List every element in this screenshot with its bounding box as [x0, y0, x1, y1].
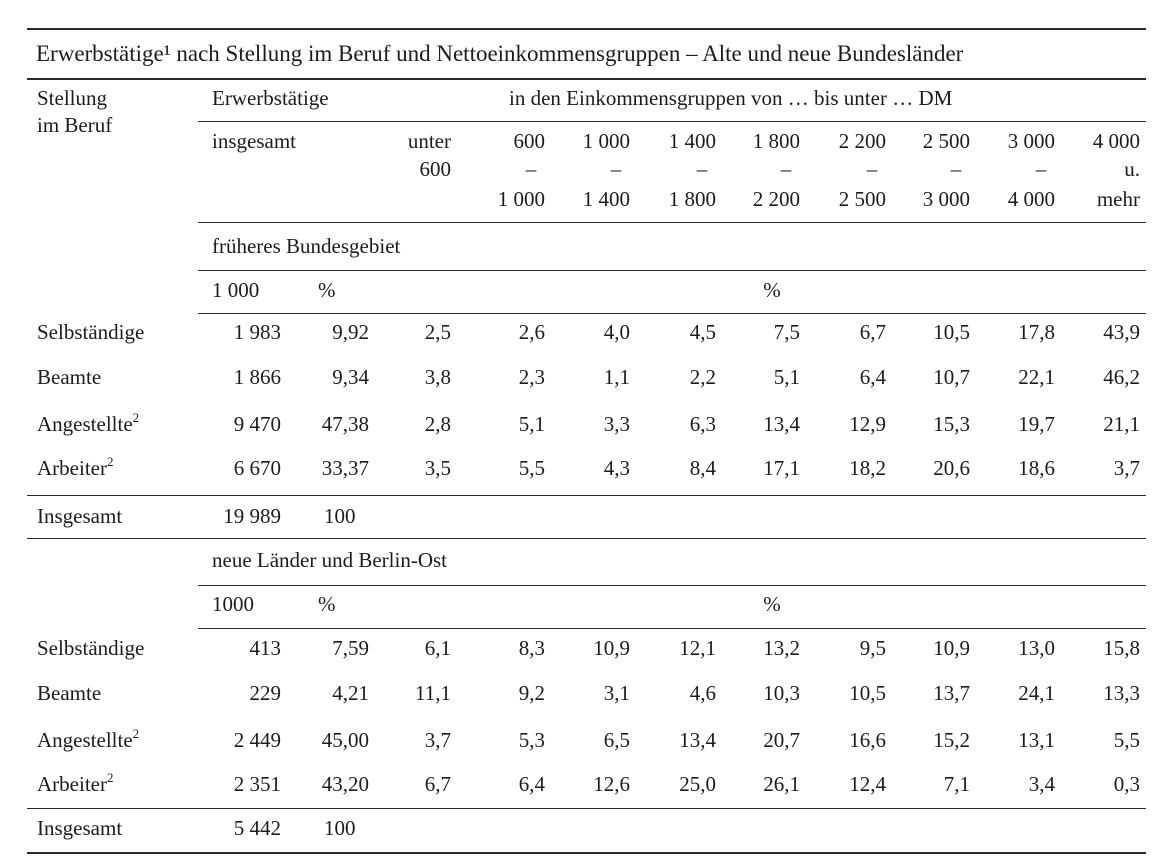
row-abs-value: 2 449 [233, 728, 281, 752]
row-group-value: 19,7 [1018, 412, 1055, 436]
income-group-5-line-2: – [780, 157, 792, 181]
row-group-value: 5,3 [518, 728, 545, 752]
header-erwerbstaetige: Erwerbstätige [212, 86, 329, 110]
row-group-value: 12,1 [679, 636, 716, 660]
row-label-text: Arbeiter [37, 772, 107, 796]
row-group-value: 12,9 [849, 412, 886, 436]
section-1-label: früheres Bundesgebiet [212, 234, 401, 258]
row-group-value: 2,8 [424, 412, 451, 436]
row-abs-value: 1 866 [233, 365, 281, 389]
row-label [37, 726, 140, 752]
total-label: Insgesamt [37, 816, 123, 840]
row-group-value: 2,2 [689, 365, 716, 389]
income-group-2-line-1: 600 [513, 129, 545, 153]
row-group-value: 4,3 [603, 456, 630, 480]
row-label-text: Angestellte [37, 728, 133, 752]
row-group-value: 43,9 [1103, 320, 1140, 344]
row-group-value: 2,6 [518, 320, 545, 344]
income-group-1-line-1: unter [407, 129, 451, 153]
section-1-unit-abs: 1 000 [212, 278, 260, 302]
row-group-value: 13,4 [679, 728, 716, 752]
section-2-unit-pct: % [318, 592, 336, 616]
row-group-value: 4,0 [603, 320, 630, 344]
income-group-6-line-3: 2 500 [838, 187, 886, 211]
row-group-value: 12,6 [593, 772, 630, 796]
income-group-2-line-2: – [525, 157, 537, 181]
row-group-value: 3,3 [603, 412, 630, 436]
row-group-value: 17,1 [763, 456, 800, 480]
footnote-marker: 2 [132, 726, 140, 741]
row-pct-value: 9,34 [332, 365, 369, 389]
row-group-value: 6,5 [603, 728, 630, 752]
row-pct-value: 4,21 [332, 681, 369, 705]
row-group-value: 3,8 [424, 365, 451, 389]
row-abs-value: 6 670 [233, 456, 281, 480]
row-pct-value: 9,92 [332, 320, 369, 344]
row-label-text: Selbständige [37, 636, 145, 660]
row-label [37, 638, 144, 659]
row-group-value: 5,5 [518, 456, 545, 480]
row-group-value: 13,1 [1018, 728, 1055, 752]
row-group-value: 13,3 [1103, 681, 1140, 705]
row-group-value: 3,4 [1028, 772, 1055, 796]
row-group-value: 4,5 [689, 320, 716, 344]
row-group-value: 12,4 [849, 772, 886, 796]
income-group-8-line-2: – [1035, 157, 1047, 181]
income-group-9-line-2: u. [1124, 157, 1140, 181]
section-2-unit-groups: % [763, 592, 781, 616]
total-abs-value: 19 989 [223, 504, 281, 528]
row-group-value: 17,8 [1018, 320, 1055, 344]
row-group-value: 10,7 [933, 365, 970, 389]
row-label [37, 367, 101, 388]
income-group-4-line-3: 1 800 [668, 187, 716, 211]
row-group-value: 5,5 [1113, 728, 1140, 752]
row-group-value: 11,1 [415, 681, 451, 705]
row-group-value: 25,0 [679, 772, 716, 796]
row-group-value: 20,7 [763, 728, 800, 752]
row-group-value: 26,1 [763, 772, 800, 796]
row-group-value: 6,4 [518, 772, 545, 796]
income-group-7-line-2: – [950, 157, 962, 181]
income-group-4-line-2: – [696, 157, 708, 181]
rule-s1-total [27, 495, 1146, 496]
row-group-value: 10,5 [849, 681, 886, 705]
rule-s2-start [27, 538, 1146, 539]
row-group-value: 46,2 [1103, 365, 1140, 389]
row-label-text: Beamte [37, 365, 102, 389]
row-label [37, 410, 140, 436]
row-abs-value: 9 470 [233, 412, 281, 436]
rule-s2-units [198, 628, 1146, 629]
row-group-value: 24,1 [1018, 681, 1055, 705]
income-group-6-line-2: – [866, 157, 878, 181]
rule-below-header-1 [198, 121, 1146, 122]
row-group-value: 9,2 [518, 681, 545, 705]
row-group-value: 5,1 [773, 365, 800, 389]
row-group-value: 10,3 [763, 681, 800, 705]
row-abs-value: 1 983 [233, 320, 281, 344]
row-group-value: 13,2 [763, 636, 800, 660]
row-group-value: 3,1 [603, 681, 630, 705]
row-group-value: 10,9 [933, 636, 970, 660]
row-group-value: 1,1 [603, 365, 630, 389]
income-group-9-line-3: mehr [1096, 187, 1140, 211]
row-abs-value: 229 [249, 681, 281, 705]
header-im-beruf: im Beruf [37, 113, 113, 137]
row-group-value: 13,4 [763, 412, 800, 436]
row-group-value: 18,6 [1018, 456, 1055, 480]
rule-s1-units [198, 313, 1146, 314]
row-group-value: 10,5 [933, 320, 970, 344]
row-pct-value: 43,20 [321, 772, 369, 796]
row-group-value: 6,7 [424, 772, 451, 796]
income-group-3-line-3: 1 400 [582, 187, 630, 211]
row-pct-value: 7,59 [332, 636, 369, 660]
section-1-unit-groups: % [763, 278, 781, 302]
row-group-value: 16,6 [849, 728, 886, 752]
row-group-value: 21,1 [1103, 412, 1140, 436]
total-pct-value: 100 [324, 816, 356, 840]
row-group-value: 0,3 [1113, 772, 1140, 796]
row-group-value: 2,3 [518, 365, 545, 389]
income-group-1-line-2: 600 [419, 157, 451, 181]
rule-s2-label [198, 585, 1146, 586]
row-group-value: 8,3 [518, 636, 545, 660]
income-group-7-line-3: 3 000 [922, 187, 970, 211]
income-group-4-line-1: 1 400 [668, 129, 716, 153]
rule-below-title [27, 78, 1146, 80]
row-pct-value: 33,37 [321, 456, 369, 480]
row-group-value: 7,1 [943, 772, 970, 796]
income-group-2-line-3: 1 000 [497, 187, 545, 211]
income-group-5-line-3: 2 200 [752, 187, 800, 211]
income-group-6-line-1: 2 200 [838, 129, 886, 153]
row-group-value: 4,6 [689, 681, 716, 705]
income-group-8-line-3: 4 000 [1007, 187, 1055, 211]
section-2-unit-abs: 1000 [212, 592, 254, 616]
table-title: Erwerbstätige¹ nach Stellung im Beruf und Nettoeinkommensgruppen – Alte und neue Bundesländer [36, 41, 964, 66]
income-group-8-line-1: 3 000 [1007, 129, 1055, 153]
row-group-value: 3,7 [1113, 456, 1140, 480]
row-group-value: 20,6 [933, 456, 970, 480]
row-group-value: 10,9 [593, 636, 630, 660]
footnote-marker: 2 [106, 770, 114, 785]
row-group-value: 18,2 [849, 456, 886, 480]
row-abs-value: 2 351 [233, 772, 281, 796]
row-label [37, 683, 101, 704]
header-einkommensgruppen: in den Einkommensgruppen von … bis unter … DM [509, 86, 953, 110]
total-abs-value: 5 442 [233, 816, 281, 840]
row-label-text: Beamte [37, 681, 102, 705]
rule-below-header-2 [198, 222, 1146, 223]
rule-s2-total [27, 808, 1146, 809]
row-group-value: 6,3 [689, 412, 716, 436]
footnote-marker: 2 [106, 454, 114, 469]
row-abs-value: 413 [249, 636, 281, 660]
row-group-value: 6,1 [424, 636, 451, 660]
section-1-unit-pct: % [318, 278, 336, 302]
row-group-value: 6,7 [859, 320, 886, 344]
row-group-value: 13,7 [933, 681, 970, 705]
row-group-value: 15,8 [1103, 636, 1140, 660]
row-group-value: 22,1 [1018, 365, 1055, 389]
row-label [37, 770, 114, 796]
section-2-label: neue Länder und Berlin-Ost [212, 548, 448, 572]
header-insgesamt: insgesamt [212, 129, 296, 153]
header-stellung: Stellung [37, 86, 108, 110]
income-group-9-line-1: 4 000 [1092, 129, 1140, 153]
row-label-text: Selbständige [37, 320, 145, 344]
total-pct-value: 100 [324, 504, 356, 528]
row-group-value: 15,3 [933, 412, 970, 436]
income-group-5-line-1: 1 800 [752, 129, 800, 153]
row-label [37, 322, 144, 343]
row-group-value: 9,5 [859, 636, 886, 660]
row-label-text: Angestellte [37, 412, 133, 436]
row-label [37, 454, 114, 480]
row-group-value: 3,5 [424, 456, 451, 480]
row-group-value: 15,2 [933, 728, 970, 752]
row-group-value: 7,5 [773, 320, 800, 344]
row-group-value: 6,4 [859, 365, 886, 389]
footnote-marker: 2 [132, 410, 140, 425]
row-group-value: 8,4 [689, 456, 716, 480]
total-label: Insgesamt [37, 504, 123, 528]
row-pct-value: 47,38 [321, 412, 369, 436]
row-pct-value: 45,00 [321, 728, 369, 752]
income-group-7-line-1: 2 500 [922, 129, 970, 153]
rule-s1-label [198, 270, 1146, 271]
income-group-3-line-1: 1 000 [582, 129, 630, 153]
rule-top [27, 28, 1146, 30]
row-group-value: 2,5 [424, 320, 451, 344]
row-group-value: 3,7 [424, 728, 451, 752]
row-label-text: Arbeiter [37, 456, 107, 480]
row-group-value: 13,0 [1018, 636, 1055, 660]
income-group-3-line-2: – [610, 157, 622, 181]
row-group-value: 5,1 [518, 412, 545, 436]
rule-bottom [27, 852, 1146, 854]
